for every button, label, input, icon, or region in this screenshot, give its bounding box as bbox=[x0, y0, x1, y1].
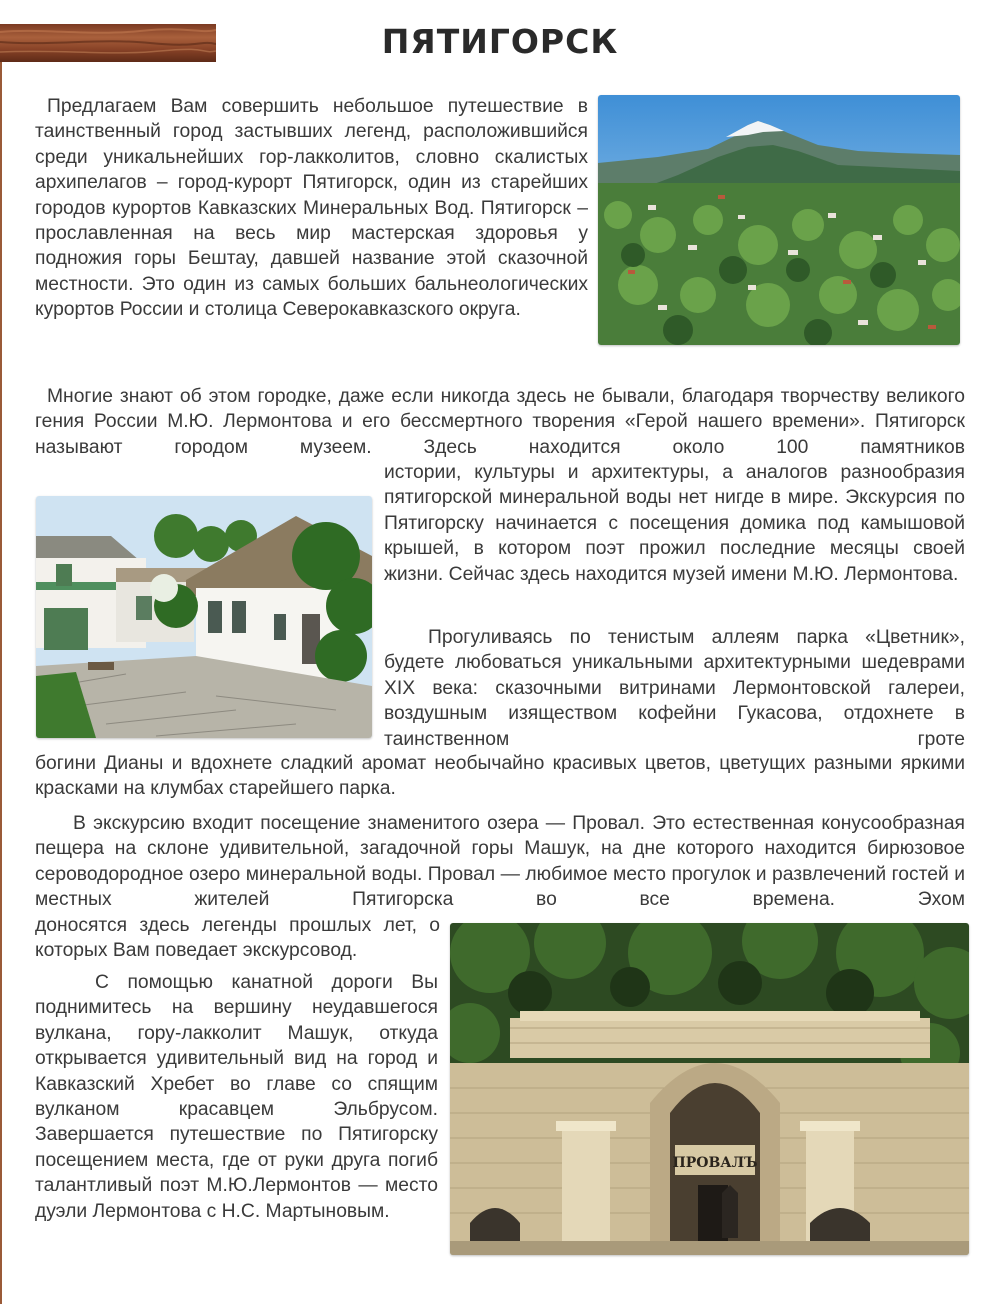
left-margin-rule bbox=[0, 62, 2, 1304]
lermontov-paragraph-top: Многие знают об этом городке, даже если никогда здесь не бывали, благодаря творчеству великого гения России М.Ю. Лермонтова и его бессмертного творения «Герой нашего времени». Пятигорск называют городом музеем. Здесь находится около 100 памятников bbox=[35, 386, 965, 458]
page-title: ПЯТИГОРСК bbox=[381, 22, 619, 61]
proval-grotto-photo bbox=[450, 923, 969, 1255]
lermontov-house-photo bbox=[36, 496, 372, 738]
proval-paragraph-side: доносятся здесь легенды прошлых лет, о которых Вам поведает экскурсовод. bbox=[35, 915, 440, 962]
cable-paragraph-side: С помощью канатной дороги Вы поднимитесь на вершину неудавшегося вулкана, гору-лакколит Машук, откуда открывается удивительный вид на город и Кавказский Хребет во главе со спящим вулканом красавцем Эльбрусом. Завершается путешествие по Пятигорску посещением места, где от руки друга погиб талантливый поэт М.Ю.Лермонтов — место дуэли Лермонтова с Н.С. Мартыновым. bbox=[35, 972, 438, 1222]
header-decor-bar bbox=[0, 24, 216, 62]
city-panorama-photo bbox=[598, 95, 960, 345]
proval-paragraph-full: В экскурсию входит посещение знаменитого озера — Провал. Это естественная конусообразная пещера на склоне удивительной, загадочной горы Машук, на дне которого находится бирюзовое сероводородное озеро минеральной воды. Провал — любимое место прогулок и развлечений гостей и местных жителей Пятигорска во все времена. Эхом bbox=[35, 813, 965, 911]
proval-sign-text: ПРОВАЛЪ bbox=[672, 1155, 758, 1171]
park-paragraph-full: богини Дианы и вдохнете сладкий аромат необычайно красивых цветов, цветущих разными яркими красками на клумбах старейшего парка. bbox=[35, 753, 965, 800]
lermontov-paragraph-side: истории, культуры и архитектуры, а аналогов разнообразия пятигорской минеральной воды нет нигде в мире. Экскурсия по Пятигорску начинается с посещения домика под камышовой крышей, в котором поэт прожил последние месяцы своей жизни. Сейчас здесь находится музей имени М.Ю. Лермонтова. bbox=[384, 462, 965, 585]
intro-paragraph: Предлагаем Вам совершить небольшое путешествие в таинственный город застывших легенд, расположившийся среди уникальнейших гор-лакколитов, словно скалистых архипелагов – город-курорт Пятигорск, один из старейших городов курортов Кавказских Минеральных Вод. Пятигорск – прославленная на весь мир мастерская здоровья у подножия горы Бештау, давшей название этой сказочной местности. Это один из самых больших бальнеологических курортов России и столица Северокавказского округа. bbox=[35, 96, 588, 321]
park-paragraph-side: Прогуливаясь по тенистым аллеям парка «Цветник», будете любоваться уникальными архитектурными шедеврами XIX века: сказочными витринами Лермонтовской галереи, воздушным изяществом кофейни Гукасова, отдохнете в таинственном гроте bbox=[384, 627, 965, 750]
